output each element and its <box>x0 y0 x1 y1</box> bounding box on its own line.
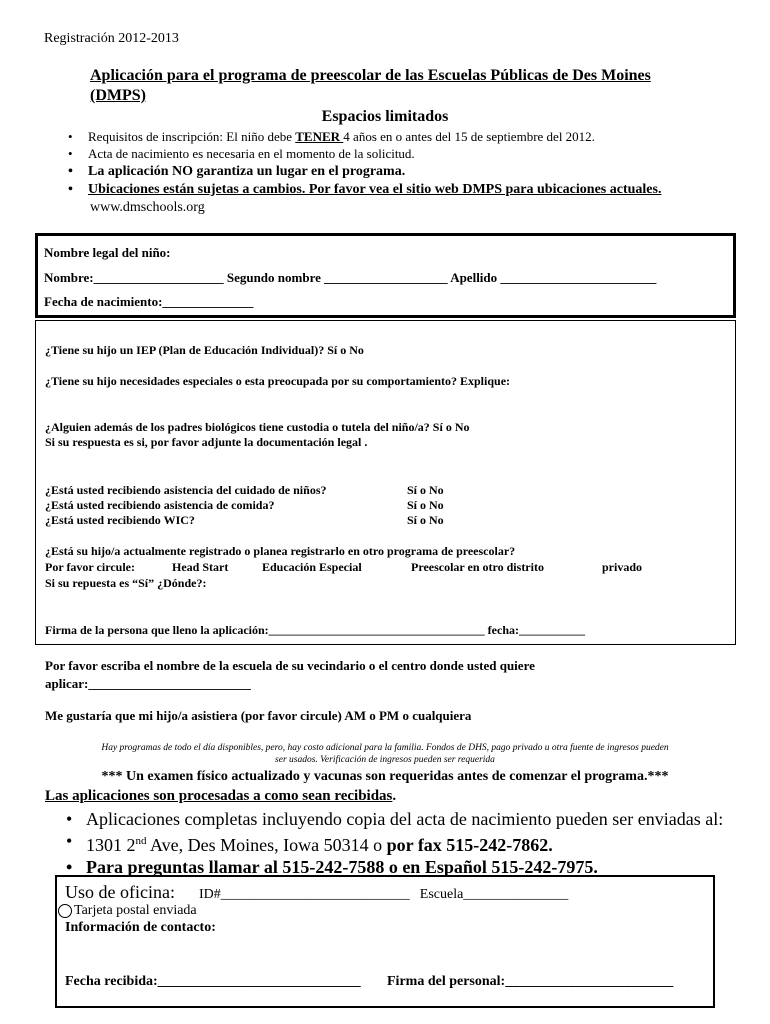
requirements-list <box>64 128 754 199</box>
phone-info: • Para preguntas llamar al 515-242-7588 o en Español 515-242-7975. <box>62 856 762 878</box>
child-legal-name-label: Nombre legal del niño: <box>44 245 171 260</box>
office-id-field[interactable]: ID#___________________________ <box>198 887 410 902</box>
processing-notice: Las aplicaciones son procesadas a como sean recibidas. <box>45 788 397 804</box>
food-assistance-question: ¿Está usted recibiendo asistencia de comida? <box>45 498 275 512</box>
fine-print-line2: ser usados. Verificación de ingresos pueden ser requerida <box>275 755 495 765</box>
fax-number: por fax 515-242-7862. <box>386 835 553 855</box>
page-title-line2: (DMPS) <box>90 87 146 104</box>
registration-year: Registración 2012-2013 <box>44 31 179 46</box>
page-title: Aplicación para el programa de preescolar de las Escuelas Públicas de Des Moines <box>90 67 651 84</box>
option-other-district[interactable]: Preescolar en otro distrito <box>411 560 544 574</box>
physical-exam-notice: *** Un examen físico actualizado y vacunas son requeridas antes de comenzar el programa.*** <box>101 769 669 784</box>
postcard-label: Tarjeta postal enviada <box>74 903 197 918</box>
submission-address: • 1301 2nd Ave, Des Moines, Iowa 50314 o por fax 515-242-7862. <box>62 830 762 856</box>
middle-name-field[interactable]: Segundo nombre ___________________ <box>226 270 448 285</box>
staff-signature-field[interactable]: Firma del personal:________________________ <box>387 974 674 989</box>
office-use-label: Uso de oficina <box>65 882 170 902</box>
contact-info-label: Información de contacto: <box>65 920 216 935</box>
office-use-box <box>55 875 715 1008</box>
custody-note: Si su respuesta es si, por favor adjunte la documentación legal . <box>45 435 368 449</box>
website-link[interactable]: www.dmschools.org <box>90 200 205 215</box>
child-name-box <box>35 233 736 318</box>
postcard-radio-icon[interactable] <box>58 904 72 918</box>
office-use-row: Uso de oficina: ID#___________________________ Escuela_______________ <box>65 882 569 902</box>
questions-box <box>35 320 736 645</box>
school-question: Por favor escriba el nombre de la escuela de su vecindario o el centro donde usted quiere <box>45 658 535 673</box>
food-assistance-answer[interactable]: Sí o No <box>407 498 444 512</box>
other-program-question: ¿Está su hijo/a actualmente registrado o planea registrarlo en otro programa de preescolar? <box>45 544 516 558</box>
last-name-field[interactable]: Apellido ________________________ <box>450 270 657 285</box>
childcare-answer[interactable]: Sí o No <box>407 483 444 497</box>
signature-line[interactable]: Firma de la persona que lleno la aplicación:____________________________________ fecha:___________ <box>45 623 585 637</box>
requirement-locations: • Ubicaciones están sujetas a cambios. Por favor vea el sitio web DMPS para ubicaciones actuales. <box>64 181 754 199</box>
circle-label: Por favor circule: <box>45 560 135 574</box>
date-received-field[interactable]: Fecha recibida:_____________________________ <box>65 974 361 989</box>
childcare-question: ¿Está usted recibiendo asistencia del cuidado de niños? <box>45 483 327 497</box>
option-special-education[interactable]: Educación Especial <box>262 560 362 574</box>
requirement-no-guarantee: • La aplicación NO garantiza un lugar en el programa. <box>64 162 754 181</box>
birthdate-field[interactable]: Fecha de nacimiento:______________ <box>44 294 254 309</box>
option-head-start[interactable]: Head Start <box>172 560 229 574</box>
iep-question: ¿Tiene su hijo un IEP (Plan de Educación Individual)? Sí o No <box>45 343 364 357</box>
requirement-age: • Requisitos de inscripción: El niño debe TENER 4 años en o antes del 15 de septiembre del 2012. <box>64 128 754 145</box>
wic-question: ¿Está usted recibiendo WIC? <box>45 513 195 527</box>
submission-list <box>62 808 762 878</box>
session-preference: Me gustaría que mi hijo/a asistiera (por favor circule) AM o PM o cualquiera <box>45 708 472 723</box>
option-private[interactable]: privado <box>602 560 643 574</box>
school-field[interactable]: aplicar:_________________________ <box>45 676 251 691</box>
first-name-field[interactable]: Nombre:____________________ <box>44 270 224 285</box>
fine-print <box>30 742 740 766</box>
office-school-field[interactable]: Escuela_______________ <box>419 887 569 902</box>
requirement-birth-certificate: • Acta de nacimiento es necesaria en el momento de la solicitud. <box>64 145 754 162</box>
custody-question: ¿Alguien además de los padres biológicos tiene custodia o tutela del niño/a? Sí o No <box>45 420 470 434</box>
submission-info: • Aplicaciones completas incluyendo copia del acta de nacimiento pueden ser enviadas al: <box>62 808 762 830</box>
wic-answer[interactable]: Sí o No <box>407 513 444 527</box>
child-name-fields <box>44 270 656 286</box>
page-subtitle: Espacios limitados <box>321 108 449 125</box>
postcard-option[interactable] <box>58 903 197 919</box>
special-needs-question: ¿Tiene su hijo necesidades especiales o esta preocupada por su comportamiento? Explique: <box>45 374 511 388</box>
where-question: Si su repuesta es “Sí” ¿Dónde?: <box>45 576 207 590</box>
fine-print-line1: Hay programas de todo el día disponibles, pero, hay costo adicional para la familia. Fondos de DHS, pago privado u otra fuente de ingresos pueden <box>101 743 669 753</box>
